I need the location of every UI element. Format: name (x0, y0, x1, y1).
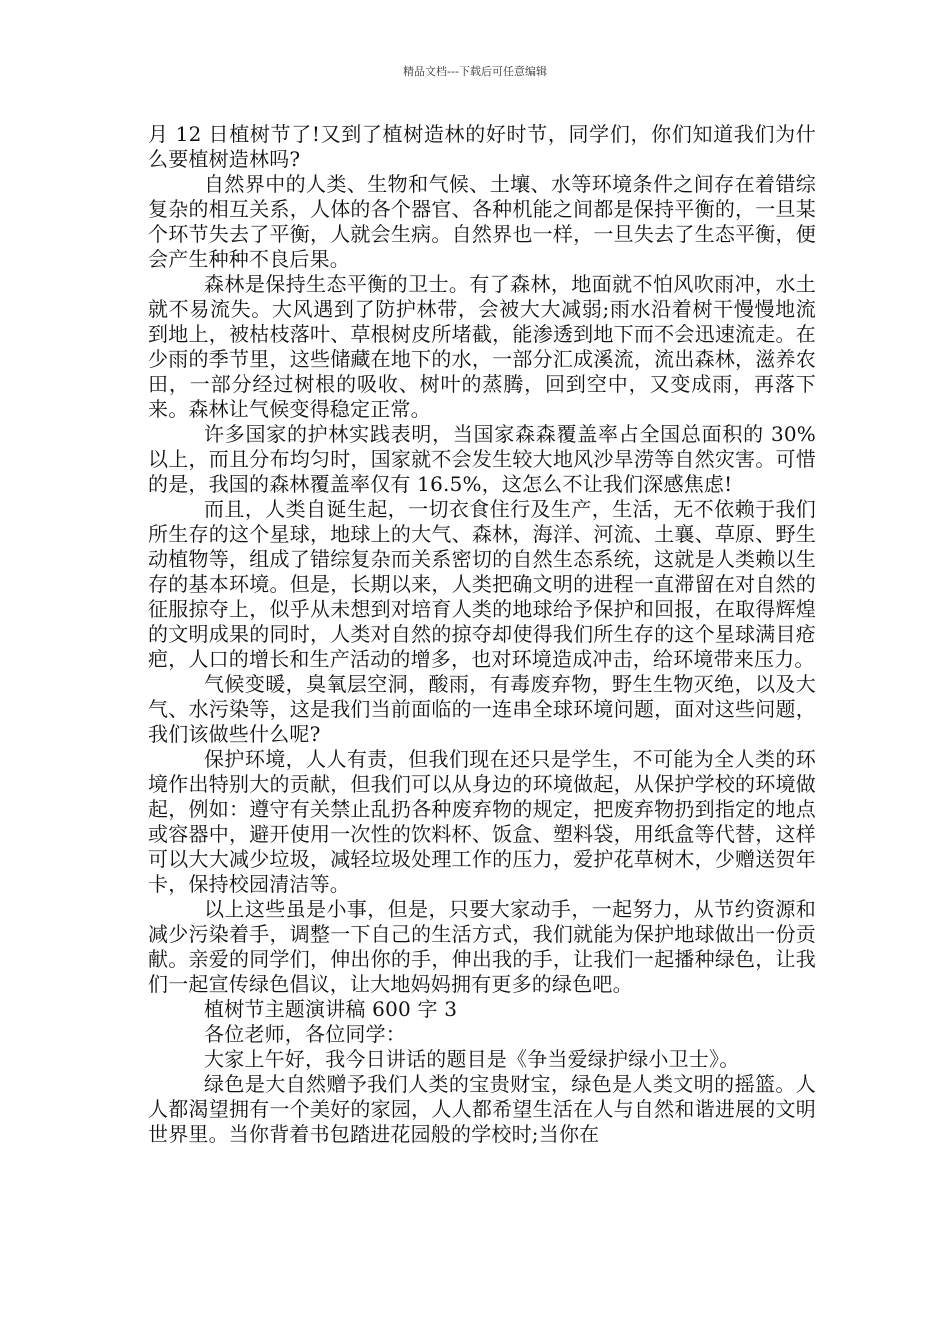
paragraph: 森林是保持生态平衡的卫士。有了森林，地面就不怕风吹雨冲，水土就不易流失。大风遇到了防护林带，会被大大减弱;雨水沿着树干慢慢地流到地上，被枯枝落叶、草根树皮所堵截，能渗透到地下而不会迅速流走。在少雨的季节里，这些储藏在地下的水，一部分汇成溪流，流出森林，滋养农田，一部分经过树根的吸收、树叶的蒸腾，回到空中，又变成雨，再落下来。森林让气候变得稳定正常。 (148, 272, 816, 421)
paragraph: 大家上午好，我今日讲话的题目是《争当爱绿护绿小卫士》。 (204, 1047, 740, 1071)
document-body (148, 122, 816, 1147)
paragraph: 月 12 日植树节了!又到了植树造林的好时节，同学们，你们知道我们为什么要植树造林吗? (148, 122, 816, 171)
paragraph: 而且，人类自诞生起，一切衣食住行及生产，生活，无不依赖于我们所生存的这个星球，地球上的大气、森林，海洋、河流、土襄、草原、野生动植物等，组成了错综复杂而关系密切的自然生态系统，这就是人类赖以生存的基本环境。但是，长期以来，人类把确文明的进程一直滞留在对自然的征服掠夺上，似乎从未想到对培育人类的地球给予保护和回报，在取得辉煌的文明成果的同时，人类对自然的掠夺却使得我们所生存的这个星球满目疮疤，人口的增长和生产活动的增多，也对环境造成冲击，给环境带来压力。 (148, 497, 816, 671)
page-header: 精品文档---下载后可任意编辑 (403, 65, 547, 78)
paragraph: 绿色是大自然赠予我们人类的宝贵财宝，绿色是人类文明的摇篮。人人都渴望拥有一个美好的家园，人人都希望生活在人与自然和谐进展的文明世界里。当你背着书包踏进花园般的学校时;当你在 (148, 1072, 816, 1146)
paragraph: 以上这些虽是小事，但是，只要大家动手，一起努力，从节约资源和减少污染着手，调整一下自己的生活方式，我们就能为保护地球做出一份贡献。亲爱的同学们，伸出你的手，伸出我的手，让我们一起播种绿色，让我们一起宣传绿色倡议，让大地妈妈拥有更多的绿色吧。 (148, 897, 816, 996)
section-heading: 植树节主题演讲稿 600 字 3 (204, 997, 458, 1021)
paragraph: 许多国家的护林实践表明，当国家森森覆盖率占全国总面积的 30%以上，而且分布均匀时，国家就不会发生较大地风沙旱涝等自然灾害。可惜的是，我国的森林覆盖率仅有 16.5%，这怎么不让我们深感焦虑! (148, 422, 816, 496)
paragraph: 保护环境，人人有责，但我们现在还只是学生，不可能为全人类的环境作出特别大的贡献，但我们可以从身边的环境做起，从保护学校的环境做起，例如：遵守有关禁止乱扔各种废弃物的规定，把废弃物扔到指定的地点或容器中，避开使用一次性的饮料杯、饭盒、塑料袋，用纸盒等代替，这样可以大大减少垃圾，减轻垃圾处理工作的压力，爱护花草树木，少赠送贺年卡，保持校园清洁等。 (148, 747, 816, 896)
paragraph: 气候变暖，臭氧层空洞，酸雨，有毒废弃物，野生生物灭绝，以及大气、水污染等，这是我们当前面临的一连串全球环境问题，面对这些问题，我们该做些什么呢? (148, 672, 816, 746)
paragraph: 自然界中的人类、生物和气候、土壤、水等环境条件之间存在着错综复杂的相互关系，人体的各个器官、各种机能之间都是保持平衡的，一旦某个环节失去了平衡，人就会生病。自然界也一样，一旦失去了生态平衡，便会产生种种不良后果。 (148, 172, 816, 271)
salutation: 各位老师，各位同学： (204, 1022, 406, 1046)
